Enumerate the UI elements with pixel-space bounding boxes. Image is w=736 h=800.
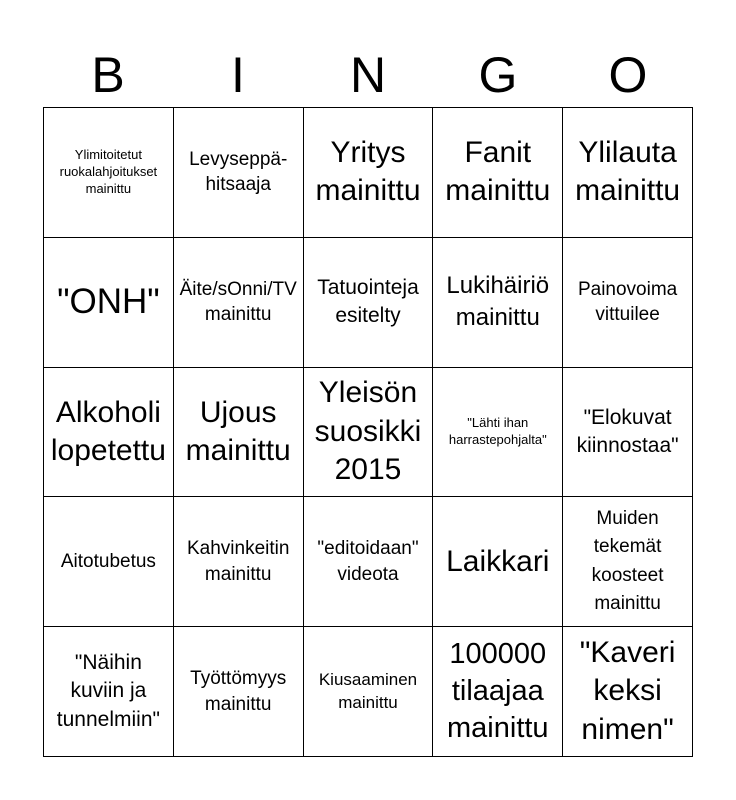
bingo-cell-r4-c2[interactable]: [174, 497, 304, 627]
bingo-cell-r1-c3[interactable]: [304, 108, 434, 238]
bingo-cell-r5-c4[interactable]: [433, 627, 563, 757]
bingo-cell-r5-c5[interactable]: [563, 627, 693, 757]
cell-label: Yleisön suosikki 2015: [314, 376, 422, 487]
cell-label: Äite/sOnni/TV mainittu: [179, 278, 297, 326]
cell-label: 100000 tilaajaa mainittu: [447, 637, 549, 745]
bingo-cell-r3-c5[interactable]: [563, 368, 693, 498]
bingo-cell-r4-c4[interactable]: [433, 497, 563, 627]
header-letter-n: N: [349, 47, 387, 103]
bingo-cell-r1-c1[interactable]: [44, 108, 174, 238]
cell-label: Muiden tekemät koosteet mainittu: [591, 507, 664, 615]
bingo-cell-r3-c4[interactable]: [433, 368, 563, 498]
header-letter-o: O: [608, 47, 648, 103]
cell-label: Levyseppä- hitsaaja: [189, 148, 288, 196]
bingo-cell-r1-c4[interactable]: [433, 108, 563, 238]
cell-label: "editoidaan" videota: [317, 538, 419, 585]
cell-label: "ONH": [57, 282, 160, 322]
bingo-cell-r1-c5[interactable]: [563, 108, 693, 238]
cell-label: "Elokuvat kiinnostaa": [576, 405, 679, 457]
cell-label: Ylilauta mainittu: [575, 136, 681, 208]
bingo-cell-r2-c2[interactable]: [174, 238, 304, 368]
bingo-header: [43, 44, 693, 106]
cell-label: Työttömyys mainittu: [190, 667, 287, 715]
bingo-cell-r4-c5[interactable]: [563, 497, 693, 627]
cell-label: Fanit mainittu: [445, 136, 551, 208]
bingo-cell-r2-c4[interactable]: [433, 238, 563, 368]
bingo-cell-r3-c3[interactable]: [304, 368, 434, 498]
header-letter-g: G: [478, 47, 518, 103]
cell-label: Painovoima vittuilee: [577, 278, 678, 326]
bingo-cell-r2-c5[interactable]: [563, 238, 693, 368]
bingo-cell-r5-c1[interactable]: [44, 627, 174, 757]
cell-label: Yritys mainittu: [315, 136, 421, 208]
bingo-cell-r3-c2[interactable]: [174, 368, 304, 498]
bingo-cell-r2-c3[interactable]: [304, 238, 434, 368]
header-letter-i: I: [231, 47, 245, 103]
bingo-cell-r4-c3[interactable]: [304, 497, 434, 627]
cell-label: Tatuointeja esitelty: [317, 275, 419, 328]
cell-label: "Näihin kuviin ja tunnelmiin": [56, 651, 160, 731]
cell-label: Laikkari: [446, 544, 550, 578]
cell-label: Alkoholi lopetettu: [50, 395, 166, 467]
cell-label: Ujous mainittu: [185, 395, 291, 467]
bingo-cell-r3-c1[interactable]: [44, 368, 174, 498]
bingo-cell-r4-c1[interactable]: [44, 497, 174, 627]
cell-label: "Kaveri keksi nimen": [579, 636, 676, 746]
bingo-cell-r5-c2[interactable]: [174, 627, 304, 757]
cell-label: Aitotubetus: [60, 550, 156, 572]
cell-label: Kiusaaminen mainittu: [318, 669, 418, 712]
header-letter-b: B: [91, 47, 125, 103]
cell-label: Kahvinkeitin mainittu: [186, 538, 290, 585]
bingo-cell-r5-c3[interactable]: [304, 627, 434, 757]
cell-label: "Lähti ihan harrastepohjalta": [448, 415, 547, 447]
bingo-cell-r2-c1[interactable]: [44, 238, 174, 368]
cell-label: Ylimitoitetut ruokalahjoitukset mainittu: [59, 147, 158, 196]
bingo-board: [43, 107, 693, 757]
cell-label: Lukihäiriö mainittu: [446, 271, 550, 332]
bingo-cell-r1-c2[interactable]: [174, 108, 304, 238]
